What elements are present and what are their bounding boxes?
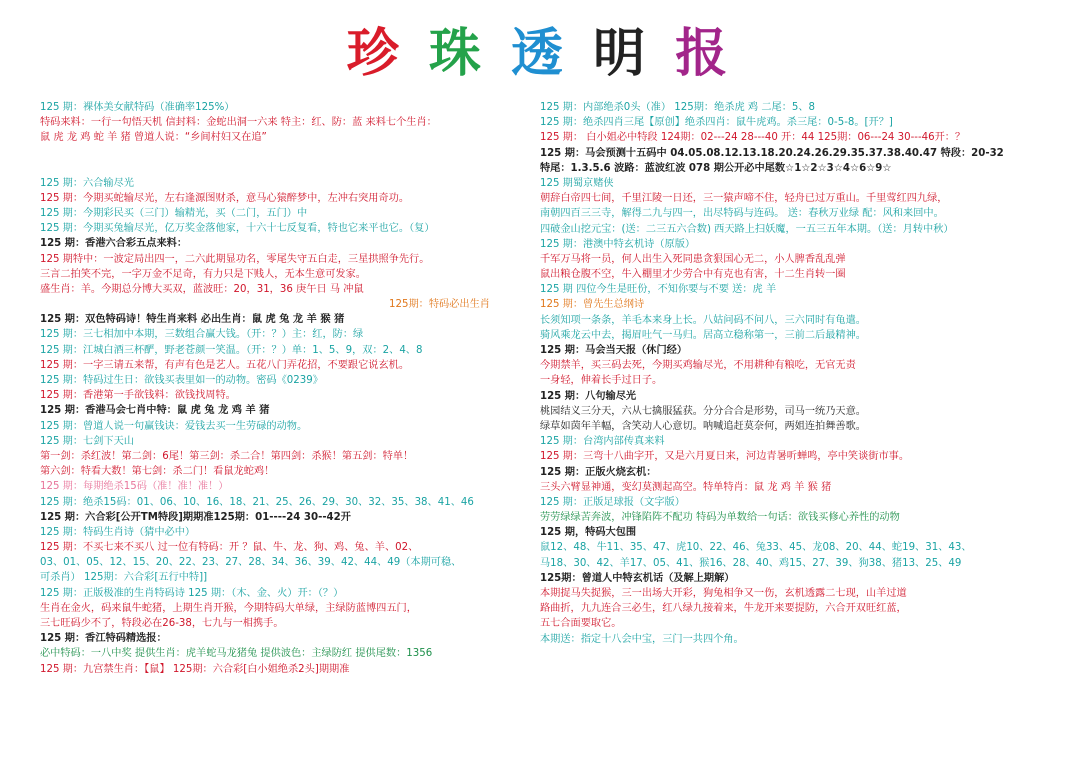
text-line: 盛生肖：羊。今期总分博大买双，蓝波旺：20，31，36 庚午日 马 冲鼠 xyxy=(40,283,364,295)
text-line: 125 期：香江特码精选报： xyxy=(40,633,167,645)
text-line: 可杀肖） 125期：六合彩[五行中特]] xyxy=(40,572,208,584)
text-line: 125 期：正版足球报（文字版） xyxy=(540,496,685,508)
text-line: 125 期：马会当天报（休门经） xyxy=(540,345,688,356)
text-line: 绿草如茵年羊幅，含笑动人心意切。呐喊追赶莫奈何，两姐连拍舞善歌。 xyxy=(540,420,866,432)
text-line: 125 期：不买七来不买八 过一位有特码：开 ？鼠、牛、龙、狗、鸡、兔、羊、02、 xyxy=(40,542,419,554)
text-line: 本期送：指定十八会中宝，三门一共四个角。 xyxy=(540,633,744,645)
text-line: 一身轻，伸着长手过日子。 xyxy=(540,375,663,387)
text-line: 生肖在金火，码来鼠牛蛇猪，上期生肖开猴，今期特码大单绿，主绿防蓝博四五门， xyxy=(40,602,417,614)
text-line: 125 期：六合输尽光 xyxy=(40,177,134,189)
text-line: 特码来料：一行一句悟天机 信封料：金蛇出洞一六来 特主：红、防：蓝 来料七个生肖： xyxy=(40,117,437,129)
text-line: 125 期：裸体美女献特码（准确率125%） xyxy=(40,102,235,113)
text-line: 125 期：香港马会七肖中特：鼠 虎 兔 龙 鸡 羊 猪 xyxy=(40,405,270,417)
text-line: 125 期：一字三请五来帮，有声有色是艺人。五花八门弄花招，不要跟它说玄机。 xyxy=(40,359,410,371)
title-char: 珍 xyxy=(346,23,405,84)
text-line: 第一剑：杀红波！第二剑：6尾！第三剑：杀二合！第四剑：杀猴！第五剑：特单！ xyxy=(40,450,414,462)
text-line: 125 期 四位今生是旺份，不知你要与不要 送：虎 羊 xyxy=(540,284,777,296)
text-line: 本期捉马失捉猴，三一出场大开彩，狗兔相争又一伤，玄机透露二七现，山羊过道 xyxy=(540,588,907,599)
text-line: 125 期：特码生肖诗（猜中必中） xyxy=(40,526,196,538)
text-line: 125 期：双色特码诗！特生肖来料 必出生肖：鼠 虎 兔 龙 羊 猴 猪 xyxy=(40,314,345,326)
title-char: 珠 xyxy=(428,23,487,84)
left-column xyxy=(40,100,530,677)
text-line: 必中特码：一八中奖 提供生肖：虎羊蛇马龙猪兔 提供波色：主绿防红 提供尾数：1356 xyxy=(40,648,433,660)
text-line: 125 期蜀京赌侠 xyxy=(540,177,614,189)
text-line: 125 期：曾道人说一句赢钱诀：爱钱去买一生劳碌的动物。 xyxy=(40,420,308,432)
text-line: 125 期： 白小姐必中特段 124期：02---24 28---40 开：44 125期：06---24 30---46开：？ xyxy=(540,132,966,144)
text-line: 125 期：正版极准的生肖特码诗 125 期：（木、金、火）开：（？） xyxy=(40,587,344,599)
text-line: 125 期：今期彩民买（三门）输精光，买（二门，五门）中 xyxy=(40,207,308,219)
text-line: 125 期：绝杀四肖三尾【原创】绝杀四肖：鼠牛虎鸡。杀三尾：0-5-8。[开？] xyxy=(540,117,893,129)
text-line: 125 期：港澳中特玄机诗（原版） xyxy=(540,238,696,250)
title-char: 明 xyxy=(593,23,652,84)
title-char: 报 xyxy=(675,23,734,84)
text-line: 125 期：马会预测十五码中 04.05.08.12.13.18.20.24.26.29.35.37.38.40.47 特段：20-32 xyxy=(540,147,1004,159)
text-line: 鼠12、48、牛11、35、47、虎10、22、46、兔33、45、龙08、20、44、蛇19、31、43、 xyxy=(540,542,972,554)
text-line: 三七旺码少不了，特段必在26-38，七九与一相携手。 xyxy=(40,618,284,629)
text-line: 桃园结义三分天，六从七擒服猛获。分分合合是形势，司马一统乃天意。 xyxy=(540,405,866,417)
spacer xyxy=(40,146,530,176)
text-line: 125 期：绝杀15码：01、06、10、16、18、21、25、26、29、30、32、35、38、41、46 xyxy=(40,496,474,508)
right-column xyxy=(540,100,1040,647)
text-line: 三言二拍笑不完，一字万金不足奇，有力只是下贱人，无本生意可发家。 xyxy=(40,268,366,280)
text-line: 03、01、05、12、15、20、22、23、27、28、34、36、39、42、44、49（本期可稳、 xyxy=(40,557,462,569)
text-line: 125 期：江城白酒三杯酽，野老苍颜一笑温。（开：？）单：1、5、9，双：2、4、8 xyxy=(40,344,423,356)
text-line: 125 期：香港第一手欲钱料：欲钱找周特。 xyxy=(40,390,236,402)
text-line: 125 期：三七相加中本期，三数组合赢大钱。（开：？）主：红，防：绿 xyxy=(40,329,364,341)
text-line: 125 期：内部绝杀0头（准） 125期：绝杀虎 鸡 二尾：5、8 xyxy=(540,102,816,113)
text-line: 125 期：八句输尽光 xyxy=(540,390,637,402)
text-line: 125 期：正版火烧玄机： xyxy=(540,466,657,478)
text-line: 鼠出粮仓腹不空，牛入棚里才少劳合中有克也有害，十二生肖转一圈 xyxy=(540,269,846,281)
text-line: 125 期：今期买蛇输尽光，左右逢源图财杀，意马心猿醉梦中，左冲右突用奇功。 xyxy=(40,192,410,204)
text-line: 125期：曾道人中特玄机话（及解上期解） xyxy=(540,572,735,584)
text-line: 125 期：台湾内部传真来料 xyxy=(540,436,665,448)
text-line: 五七合面要取它。 xyxy=(540,618,622,630)
text-line: 125 期：曾先生总纲诗 xyxy=(540,299,645,311)
text-line: 长须知项一条条，羊毛本来身上长。八姑问码不问八，三六同时有龟遣。 xyxy=(540,314,866,326)
text-line: 劳劳绿绿苦奔波，冲锋陷阵不配功 特码为单数给一句话：欲钱买修心养性的动物 xyxy=(540,512,900,524)
text-line: 朝辞白帝四七间，千里江陵一日还，三一猿声啼不住，轻舟已过万重山。千里莺红四九绿， xyxy=(540,193,948,205)
text-line: 骑风乘龙云中去，揭眉吐气一马归。居高立稳称第一，三前二后最精神。 xyxy=(540,329,866,341)
text-line: 125 期：特码过生日：欲钱买表里如一的动物。密码《0239》 xyxy=(40,375,323,386)
text-line: 特尾：1.3.5.6 波路：蓝波红波 078 期公开必中尾数☆1☆2☆3☆4☆6☆9☆ xyxy=(540,162,892,174)
text-line: 鼠 虎 龙 鸡 蛇 羊 猪 曾道人说：“乡间村妇又在追” xyxy=(40,132,267,144)
text-line: 125 期：三弯十八曲字开，又是六月夏日来，河边青暑听蝉鸣，亭中笑谈街市事。 xyxy=(540,451,910,463)
text-line: 125 期，特码大包围 xyxy=(540,527,637,539)
text-line: 125 期：每期绝杀15码（准！准！准！） xyxy=(40,481,229,493)
text-line: 四破金山挖元宝：(送：二三五六合数) 西天路上扫妖魔，一五三五年本期。（送：月转中秋） xyxy=(540,223,954,235)
text-line: 路曲折，九九连合三必生，红八绿九接着来，牛龙开来要提防，六合开双旺红蓝， xyxy=(540,603,907,615)
text-line: 千军万马将一员，何人出生入死同患贪狠国心无二，小人脾香乱乱弹 xyxy=(540,253,846,265)
text-line: 今期禁羊，买三码去死，今期买鸡输尽光，不用耕种有粮吃，无官无责 xyxy=(540,360,856,372)
text-line: 南朝四百三三寺，解得二九与四一，出尽特码与连码。 送：春秋万业绿 配：风和来回中。 xyxy=(540,208,944,220)
text-line: 125 期：香港六合彩五点来料： xyxy=(40,238,188,250)
text-line: 马18、30、42、羊17、05、41、猴16、28、40、鸡15、27、39、狗38、猪13、25、49 xyxy=(540,557,962,569)
text-line: 125期：特码必出生肖 xyxy=(389,299,490,311)
title-char: 透 xyxy=(510,23,569,84)
text-line: 125 期特中：一波定局出四一，二六此期显功名，零尾失守五白走，三星拱照争先行。 xyxy=(40,253,430,265)
text-line: 125 期：六合彩[公开TM特段]期期准125期：01----24 30--42开 xyxy=(40,511,351,523)
text-line: 三头六臂显神通，变幻莫测起高空。特单特肖：鼠 龙 鸡 羊 猴 猪 xyxy=(540,481,832,493)
text-line: 125 期：九宫禁生肖：【鼠】 125期：六合彩[白小姐绝杀2头]期期准 xyxy=(40,663,350,675)
text-line: 125 期：七剑下天山 xyxy=(40,435,134,447)
text-line: 第六剑：特看大数！第七剑：杀二门！看鼠龙蛇鸡！ xyxy=(40,466,275,478)
page-title xyxy=(0,22,1080,86)
text-line: 125 期：今期买兔输尽光，亿万奖金落他家，十六十七反复看，特也它来平也它。（复） xyxy=(40,223,435,235)
